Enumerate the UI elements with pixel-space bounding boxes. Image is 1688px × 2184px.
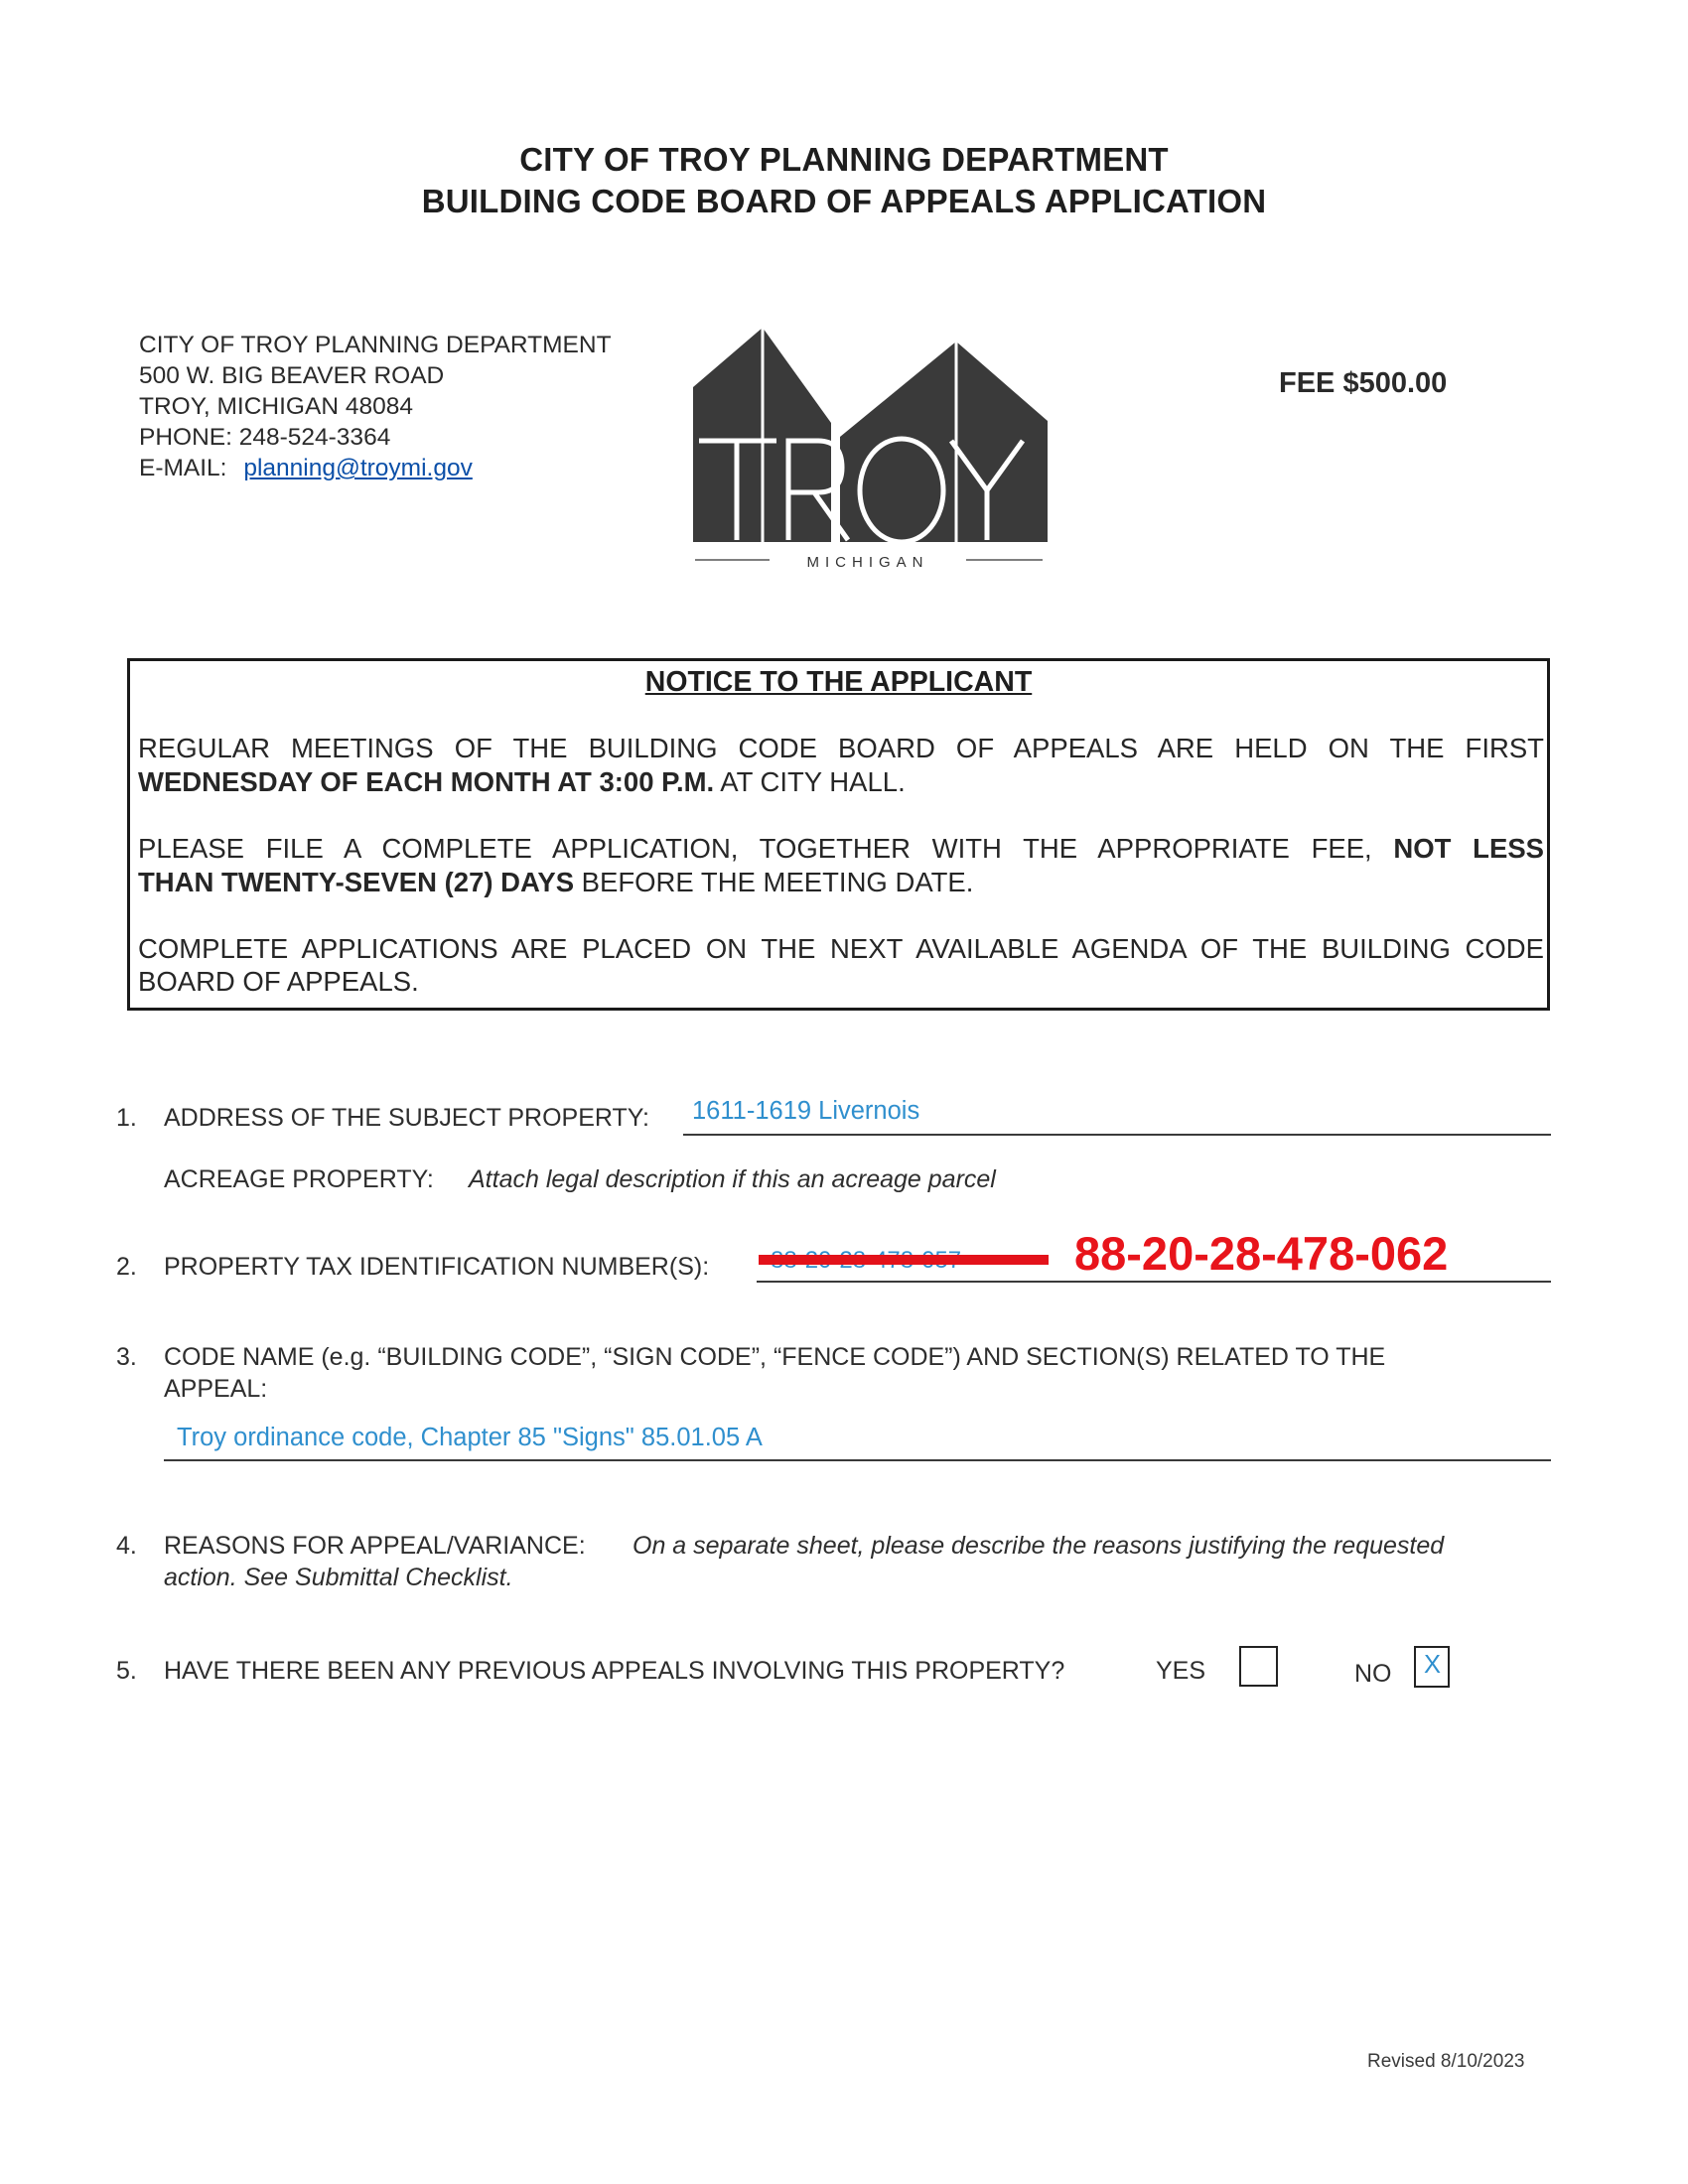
q3-label-line2: APPEAL: [164,1375,268,1403]
q5-no-mark: X [1424,1651,1442,1679]
q2-label: PROPERTY TAX IDENTIFICATION NUMBER(S): [164,1253,710,1281]
q4-number: 4. [116,1532,137,1560]
notice-para3: COMPLETE APPLICATIONS ARE PLACED ON THE NEXT AVAILABLE AGENDA OF THE BUILDING CODE BOARD OF APPEALS. [138,933,1544,997]
contact-dept: CITY OF TROY PLANNING DEPARTMENT [139,332,612,358]
q1-address-value[interactable]: 1611-1619 Livernois [692,1097,920,1125]
q3-label-line1: CODE NAME (e.g. “BUILDING CODE”, “SIGN CODE”, “FENCE CODE”) AND SECTION(S) RELATED TO THE [164,1343,1386,1371]
notice-para1-line2 [138,765,1544,798]
q5-yes-label: YES [1156,1657,1206,1685]
q5-label: HAVE THERE BEEN ANY PREVIOUS APPEALS INVOLVING THIS PROPERTY? [164,1657,1065,1685]
contact-email-row [139,453,612,483]
contact-email-link[interactable]: planning@troymi.gov [243,455,473,481]
q1-number: 1. [116,1104,137,1132]
notice-meeting-time: WEDNESDAY OF EACH MONTH AT 3:00 P.M. [138,766,715,797]
q2-new-parcel-id[interactable]: 88-20-28-478-062 [1074,1227,1449,1280]
q5-yes-checkbox[interactable] [1239,1646,1278,1687]
notice-para2-text: PLEASE FILE A COMPLETE APPLICATION, TOGETHER WITH THE APPROPRIATE FEE, [138,833,1372,864]
q5-no-label: NO [1354,1660,1392,1688]
q1-underline [683,1134,1551,1136]
notice-deadline: THAN TWENTY-SEVEN (27) DAYS [138,867,575,897]
revised-date: Revised 8/10/2023 [1367,2051,1525,2072]
q5-no-checkbox[interactable] [1414,1646,1450,1688]
q3-underline [164,1459,1551,1461]
logo-sub-text: MICHIGAN [806,554,929,570]
troy-skyline-logo-icon [685,324,1053,570]
q2-underline [757,1281,1551,1283]
page-title-line1: CITY OF TROY PLANNING DEPARTMENT [519,141,1169,178]
contact-block [139,330,612,483]
fee-amount: FEE $500.00 [1279,367,1448,399]
notice-para2-line1 [138,832,1544,865]
notice-para2-bold1: NOT LESS [1393,833,1545,864]
q2-number: 2. [116,1253,137,1281]
notice-title: NOTICE TO THE APPLICANT [644,666,1033,698]
contact-street: 500 W. BIG BEAVER ROAD [139,362,445,389]
troy-logo [685,324,1053,570]
q1-label: ADDRESS OF THE SUBJECT PROPERTY: [164,1104,650,1132]
page-title-line2: BUILDING CODE BOARD OF APPEALS APPLICATION [421,183,1267,219]
contact-city: TROY, MICHIGAN 48084 [139,393,413,420]
notice-para1-line1: REGULAR MEETINGS OF THE BUILDING CODE BOARD OF APPEALS ARE HELD ON THE FIRST [138,733,1544,763]
q3-number: 3. [116,1343,137,1371]
notice-para2-line2 [138,866,1544,898]
notice-para2-rest: BEFORE THE MEETING DATE. [574,867,974,897]
q4-note-line1: On a separate sheet, please describe the reasons justifying the requested [633,1532,1445,1560]
notice-para1-rest: AT CITY HALL. [714,766,906,797]
contact-phone: PHONE: 248-524-3364 [139,424,391,451]
contact-email-label: E-MAIL: [139,455,227,481]
strikethrough-mark [759,1255,1049,1265]
acreage-note: Attach legal description if this an acreage parcel [469,1165,996,1193]
q3-code-value[interactable]: Troy ordinance code, Chapter 85 "Signs" 85.01.05 A [177,1424,763,1451]
q5-number: 5. [116,1657,137,1685]
acreage-label: ACREAGE PROPERTY: [164,1165,434,1193]
q4-note-line2: action. See Submittal Checklist. [164,1564,513,1591]
q4-label: REASONS FOR APPEAL/VARIANCE: [164,1532,586,1560]
